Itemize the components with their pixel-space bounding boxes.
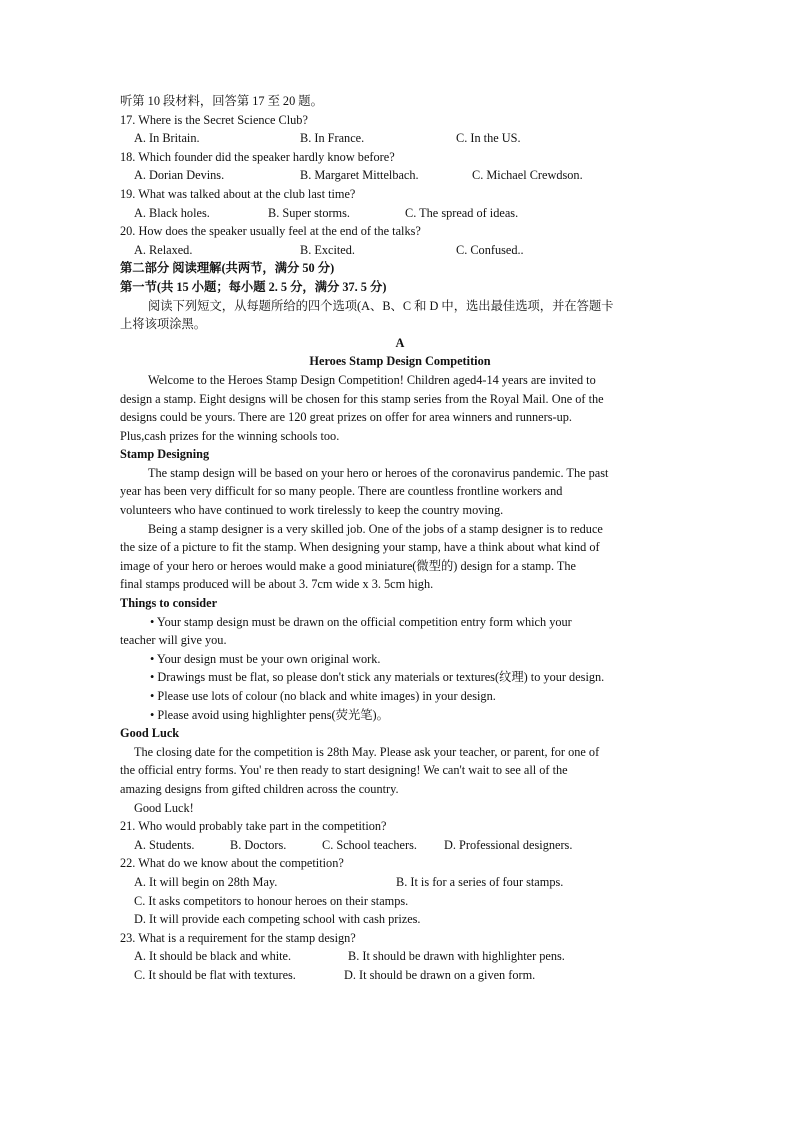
intro-line: Plus,cash prizes for the winning schools too.: [120, 428, 340, 443]
option-c: C. It should be flat with textures.: [134, 967, 296, 982]
instructions-line1: 阅读下列短文，从每题所给的四个选项(A、B、C 和 D 中，选出最佳选项，并在答题卡: [148, 298, 614, 313]
question-21: 21. Who would probably take part in the competition?: [120, 819, 387, 834]
question-23: 23. What is a requirement for the stamp design?: [120, 930, 356, 945]
option-c: C. It asks competitors to honour heroes on their stamps.: [134, 893, 409, 908]
designing-p1-line: year has been very difficult for so many people. There are countless frontline workers and: [120, 484, 563, 499]
question-22: 22. What do we know about the competition?: [120, 856, 344, 871]
option-a: A. Dorian Devins.: [134, 168, 225, 183]
question-19: 19. What was talked about at the club last time?: [120, 186, 356, 201]
luck-line: amazing designs from gifted children across the country.: [120, 781, 399, 796]
option-d: D. It should be drawn on a given form.: [344, 967, 536, 982]
options-18: [120, 166, 680, 185]
listening-intro: 听第 10 段材料，回答第 17 至 20 题。: [120, 94, 323, 108]
option-b: B. It should be drawn with highlighter pens.: [348, 949, 565, 964]
bullet-item: • Your design must be your own original work.: [150, 651, 381, 666]
luck-line: The closing date for the competition is 28th May. Please ask your teacher, or parent, for one of: [134, 744, 600, 759]
options-20: [120, 241, 680, 260]
heading-good-luck: Good Luck: [120, 726, 180, 741]
option-b: B. Excited.: [300, 242, 355, 257]
heading-things-to-consider: Things to consider: [120, 596, 218, 611]
designing-p2-line: image of your hero or heroes would make a good miniature(微型的) design for a stamp. The: [120, 558, 576, 573]
intro-line: Welcome to the Heroes Stamp Design Competition! Children aged4-14 years are invited to: [148, 372, 596, 387]
part2-title: 第二部分 阅读理解(共两节，满分 50 分): [120, 261, 335, 276]
options-21: [120, 836, 680, 855]
passage-title: Heroes Stamp Design Competition: [309, 354, 491, 369]
option-c: C. In the US.: [456, 131, 521, 146]
option-d: D. It will provide each competing school with cash prizes.: [134, 912, 421, 927]
section1-title: 第一节(共 15 小题；每小题 2. 5 分，满分 37. 5 分): [120, 279, 387, 294]
instructions-line2: 上将该项涂黑。: [120, 317, 207, 332]
luck-line: the official entry forms. You' re then ready to start designing! We can't wait to see all of the: [120, 763, 568, 778]
bullet-item: • Drawings must be flat, so please don't stick any materials or textures(纹理) to your design.: [150, 670, 605, 685]
option-c: C. Confused..: [456, 242, 524, 257]
option-b: B. It is for a series of four stamps.: [396, 874, 564, 889]
question-17: 17. Where is the Secret Science Club?: [120, 112, 308, 127]
heading-stamp-designing: Stamp Designing: [120, 447, 210, 462]
option-c: C. School teachers.: [322, 837, 417, 852]
option-b: B. In France.: [300, 131, 365, 146]
question-20: 20. How does the speaker usually feel at the end of the talks?: [120, 224, 421, 239]
question-18: 18. Which founder did the speaker hardly know before?: [120, 149, 395, 164]
intro-line: design a stamp. Eight designs will be chosen for this stamp series from the Royal Mail. One of the: [120, 391, 604, 406]
bullet-item: • Your stamp design must be drawn on the official competition entry form which your: [150, 614, 572, 629]
bullet-item: • Please use lots of colour (no black and white images) in your design.: [150, 689, 496, 703]
bullet-item: • Please avoid using highlighter pens(荧光笔)。: [150, 707, 389, 722]
option-a: A. Students.: [134, 837, 195, 852]
good-luck-closing: Good Luck!: [134, 800, 194, 815]
designing-p1-line: The stamp design will be based on your hero or heroes of the coronavirus pandemic. The past: [148, 465, 609, 480]
options-23-ab: [120, 947, 680, 966]
designing-p2-line: final stamps produced will be about 3. 7cm wide x 3. 5cm high.: [120, 577, 434, 592]
designing-p2-line: the size of a picture to fit the stamp. When designing your stamp, have a think about what kind of: [120, 540, 600, 555]
options-19: [120, 204, 680, 223]
passage-letter: A: [395, 335, 405, 350]
option-a: A. Relaxed.: [134, 242, 193, 257]
designing-p1-line: volunteers who have continued to work tirelessly to keep the country moving.: [120, 503, 504, 518]
option-a: A. In Britain.: [134, 131, 200, 146]
option-a: A. Black holes.: [134, 205, 210, 220]
designing-p2-line: Being a stamp designer is a very skilled job. One of the jobs of a stamp designer is to reduce: [148, 521, 603, 536]
option-d: D. Professional designers.: [444, 837, 573, 852]
options-17: [120, 129, 680, 148]
bullet-item-continued: teacher will give you.: [120, 633, 227, 648]
option-b: B. Super storms.: [268, 205, 350, 220]
option-a: A. It should be black and white.: [134, 949, 292, 964]
option-c: C. The spread of ideas.: [405, 205, 519, 220]
option-c: C. Michael Crewdson.: [472, 168, 583, 183]
options-23-cd: [120, 966, 680, 985]
intro-line: designs could be yours. There are 120 great prizes on offer for area winners and runners-up.: [120, 410, 572, 425]
option-b: B. Margaret Mittelbach.: [300, 168, 419, 183]
option-b: B. Doctors.: [230, 837, 287, 852]
options-22-ab: [120, 873, 680, 892]
exam-page: [120, 92, 680, 985]
option-a: A. It will begin on 28th May.: [134, 874, 278, 889]
